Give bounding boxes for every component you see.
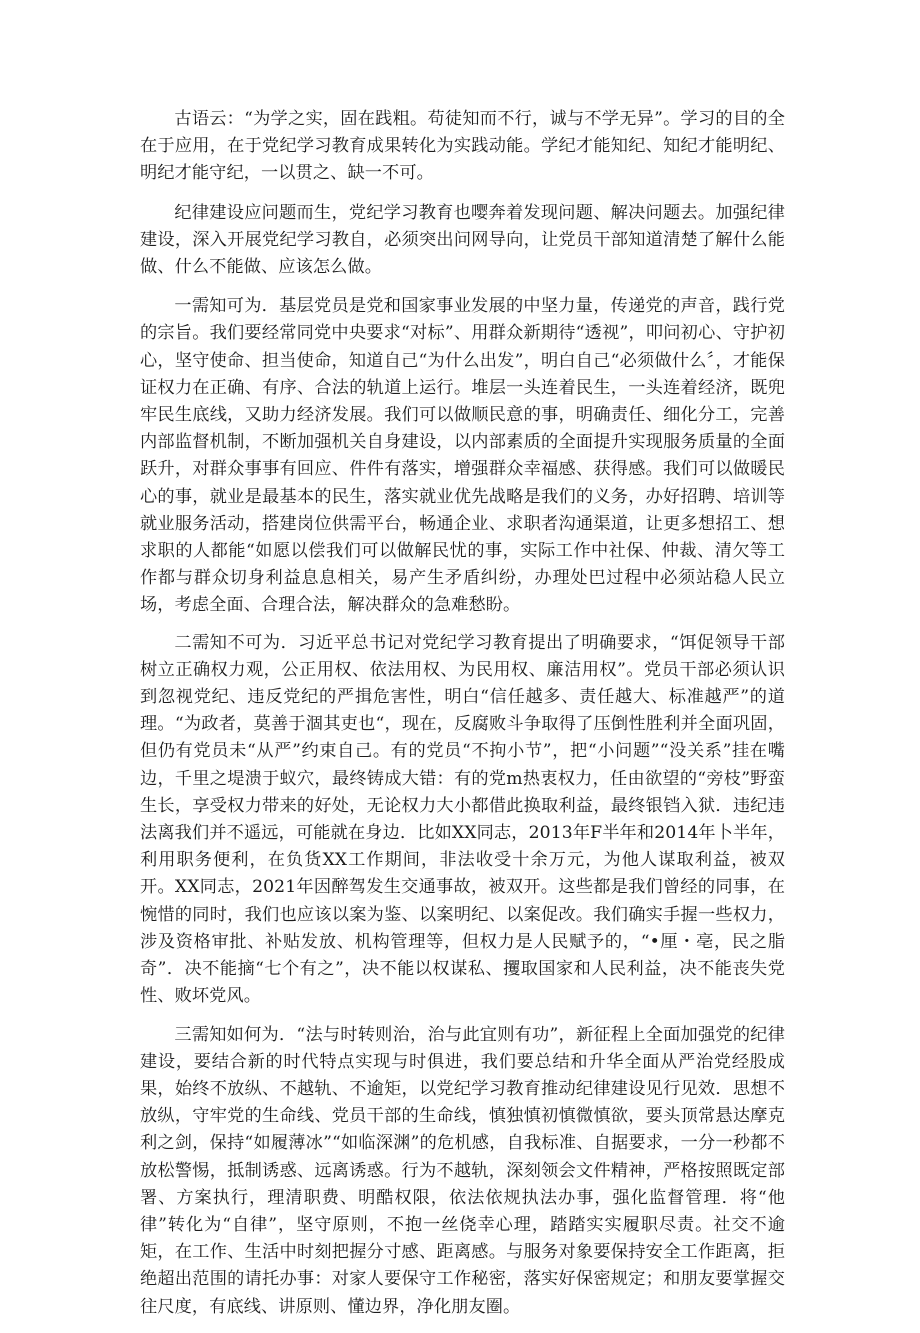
paragraph-know-how-to-do: 三需知如何为．“法与时转则治，治与此宜则有功”，新征程上全面加强党的纪律建设，要结合新的时代特点实现与时俱进，我们要总结和升华全面从严治党经股成果，始终不放纵、不越轨、不逾矩，以党纪学习教育推动纪律建设见行见效．思想不放纵，守牢党的生命线、党员干部的生命线，慎独慎初慎微慎欲，要头顶常悬达摩克利之剑，保持“如履薄冰”“如临深渊”的危机感，自我标准、自据要求，一分一秒都不放松警惕，抵制诱惑、远离诱惑。行为不越轨，深刻领会文件精神，严格按照既定部署、方案执行，理清职费、明酷权限，依法依规执法办事，强化监督管理．将“他律”转化为“自律”，坚守原则，不抱一丝侥幸心理，踏踏实实履职尽责。社交不逾矩，在工作、生活中时刻把握分寸感、距离感。与服务对象要保持安全工作距离，拒绝超出范围的请托办事：对家人要保守工作秘密，落实好保密规定；和朋友要掌握交往尺度，有底线、讲原则、懂边界，净化朋友圈。 (140, 1024, 785, 1317)
paragraph-intro: 古语云：“为学之实，固在践粗。苟徒知而不行，诚与不学无异”。学习的目的全在于应用，在于党纪学习教育成果转化为实践动能。学纪才能知纪、知纪才能明纪、明纪才能守纪，一以贯之、缺一不可。 (140, 109, 785, 184)
paragraph-know-what-not-to-do: 二需知不可为．习近平总书记对党纪学习教育提出了明确要求，“饵促领导干部树立正确权力观，公正用权、依法用权、为民用权、廉洁用权”。党员干部必须认识到忽视党纪、违反党纪的严揖危害性，明白“信任越多、责任越大、标准越严”的道理。“为政者，莫善于涸其吏也“，现在，反腐败斗争取得了压倒性胜利并全面巩固，但仍有党员未“从严”约束自己。有的党员“不拘小节”，把“小问题”“没关系”挂在嘴边，千里之堤溃于蚁穴，最终铸成大错：有的党m热衷权力，任由欲望的“旁枝”野蛮生长，享受权力带来的好处，无论权力大小都借此换取利益，最终银铛入狱．违纪违法离我们并不遥远，可能就在身边．比如XX同志，2013年F半年和2014年卜半年，利用职务便利，在负货XX工作期间，非法收受十余万元，为他人谋取利益，被双开。XX同志，2021年因醉驾发生交通事故，被双开。这些都是我们曾经的同事，在惋惜的同时，我们也应该以案为鉴、以案明纪、以案促改。我们确实手握一些权力，涉及资格审批、补贴发放、机构管理等，但权力是人民赋予的，“•厘・亳，民之脂奇”．决不能摘“七个有之”，决不能以权谋私、攫取国家和人民利益，决不能丧失党性、败坏党风。 (140, 632, 785, 1007)
document-body (140, 106, 785, 1333)
paragraph-know-what-to-do: 一需知可为．基层党员是党和国家事业发展的中坚力量，传递党的声音，践行党的宗旨。我们要经常同党中央要求“对标”、用群众新期待“透视”，叩问初心、守护初心，坚守使命、担当使命，知道自己“为什么出发”，明白自己“必须做什么〞，才能保证权力在正确、有序、合法的轨道上运行。堆层一头连着民生，一头连着经济，既兜牢民生底线，又助力经济发展。我们可以做顺民意的事，明确责任、细化分工，完善内部监督机制，不断加强机关自身建设，以内部素质的全面提升实现服务质量的全面跃升，对群众事事有回应、件件有落实，增强群众幸福感、获得感。我们可以做暖民心的事，就业是最基本的民生，落实就业优先战略是我们的义务，办好招聘、培训等就业服务活动，搭建岗位供需平台，畅通企业、求职者沟通渠道，让更多想招工、想求职的人都能“如愿以偿我们可以做解民忧的事，实际工作中社保、仲裁、清欠等工作都与群众切身利益息息相关，易产生矛盾纠纷，办理处巴过程中必须站稳人民立场，考虑全面、合理合法，解决群众的急难愁盼。 (140, 296, 785, 616)
paragraph-discipline-building: 纪律建设应问题而生，党纪学习教育也嘤奔着发现问题、解决问题去。加强纪律建设，深入开展党纪学习教自，必须突出问网导向，让党员干部知道清楚了解什么能做、什么不能做、应该怎么做。 (140, 202, 785, 278)
